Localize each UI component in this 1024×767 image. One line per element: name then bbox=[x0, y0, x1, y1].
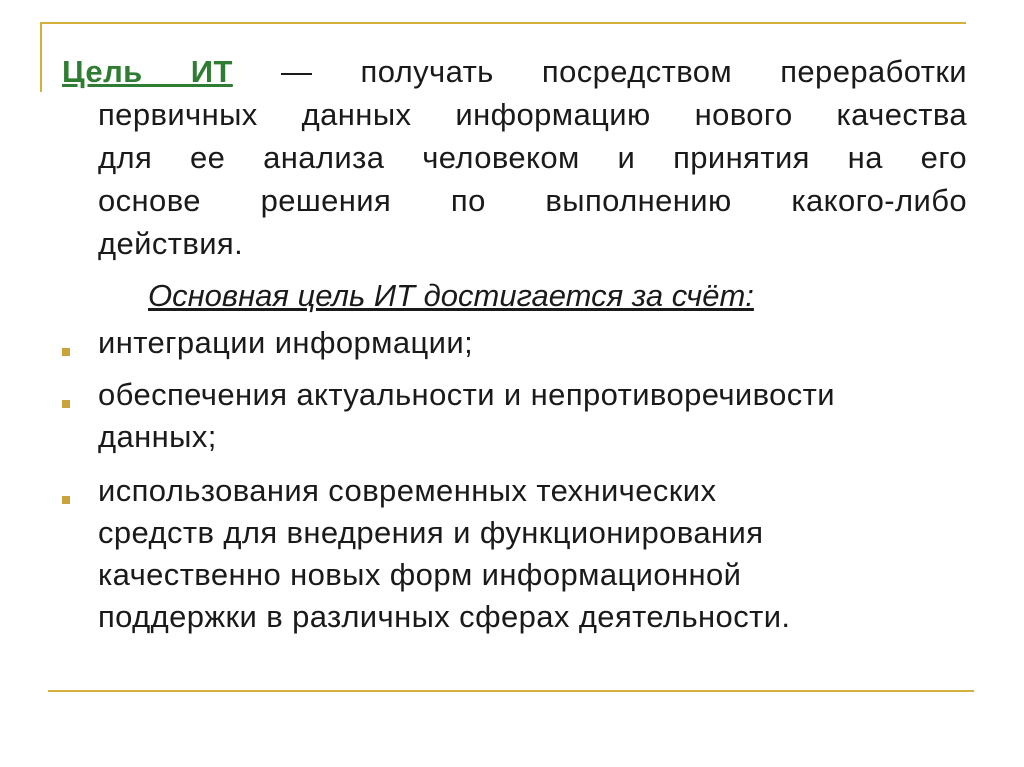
intro-line-5: действия. bbox=[98, 226, 244, 261]
bullet-marker-icon bbox=[62, 348, 70, 356]
intro-line-2: первичных данных информацию нового качества bbox=[98, 97, 967, 132]
bullet-line: поддержки в различных сферах деятельности. bbox=[98, 599, 791, 634]
left-accent-line bbox=[40, 22, 42, 92]
subheading: Основная цель ИТ достигается за счёт: bbox=[148, 278, 754, 313]
bullet-marker-icon bbox=[62, 496, 70, 504]
top-rule bbox=[40, 22, 966, 24]
bullet-line: качественно новых форм информационной bbox=[98, 557, 742, 592]
bottom-rule bbox=[48, 690, 974, 692]
intro-line-4: основе решения по выполнению какого-либо bbox=[98, 183, 967, 218]
bullet-line: обеспечения актуальности и непротиворечивости bbox=[98, 377, 835, 412]
intro-paragraph bbox=[62, 50, 967, 265]
intro-line-1 bbox=[62, 50, 967, 93]
bullet-marker-icon bbox=[62, 400, 70, 408]
bullet-text bbox=[98, 322, 978, 364]
intro-line-1-text: — получать посредством переработки bbox=[280, 54, 968, 89]
bullet-text bbox=[98, 470, 978, 638]
bullet-line: интеграции информации; bbox=[98, 325, 474, 360]
intro-line-3: для ее анализа человеком и принятия на его bbox=[98, 140, 967, 175]
bullet-line: данных; bbox=[98, 419, 217, 454]
bullet-line: средств для внедрения и функционирования bbox=[98, 515, 764, 550]
bullet-line: использования современных технических bbox=[98, 473, 717, 508]
intro-term: Цель ИТ bbox=[62, 54, 233, 89]
bullet-text bbox=[98, 374, 978, 458]
